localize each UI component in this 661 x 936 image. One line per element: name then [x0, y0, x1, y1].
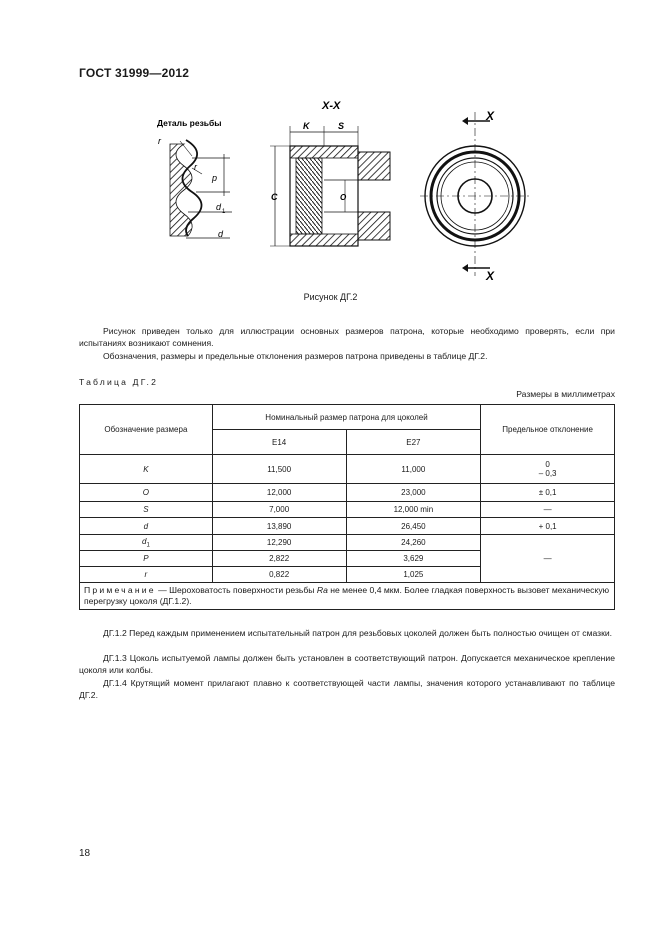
paragraph-dg-1-2: ДГ.1.2 Перед каждым применением испытательный патрон для резьбовых цоколей должен быть полностью очищен от смазки.	[103, 628, 613, 638]
header-e27: E27	[346, 430, 481, 455]
thread-detail	[157, 118, 232, 239]
row-name: r	[80, 567, 213, 583]
note-text-b: не менее 0,4 мкм. Более гладкая поверхность вызовет механическую перегрузку цоколя (ДГ.1.2).	[84, 585, 610, 606]
label-k: K	[303, 121, 310, 131]
section-view	[270, 100, 390, 246]
header-designation: Обозначение размера	[80, 405, 213, 455]
row-name: P	[80, 551, 213, 567]
header-e14: E14	[212, 430, 346, 455]
label-d: d	[218, 229, 224, 239]
label-o: O	[340, 193, 347, 202]
row-e27: 26,450	[346, 518, 481, 535]
row-e14: 12,000	[212, 484, 346, 502]
row-e27: 3,629	[346, 551, 481, 567]
label-x-top: X	[486, 109, 495, 123]
row-deviation	[481, 455, 615, 484]
note-text-a: — Шероховатость поверхности резьбы	[155, 585, 317, 595]
row-e14: 11,500	[212, 455, 346, 484]
row-e27: 12,000 min	[346, 502, 481, 518]
label-d1: d	[216, 202, 222, 212]
detail-label: Деталь резьбы	[157, 118, 222, 128]
section-label: X-X	[322, 100, 341, 112]
row-name-sub: 1	[146, 542, 150, 549]
page-number: 18	[79, 848, 91, 859]
table-row	[80, 502, 615, 518]
table-note	[80, 583, 615, 610]
table-note-row	[80, 583, 615, 610]
row-e14: 0,822	[212, 567, 346, 583]
row-e14: 12,290	[212, 535, 346, 551]
paragraph-figure-note: Рисунок приведен только для иллюстрации основных размеров патрона, которые необходимо проверять, если при испытаниях возникают сомнения.	[79, 326, 615, 348]
paragraph-dg-1-4: ДГ.1.4 Крутящий момент прилагают плавно к соответствующей части лампы, значения которого устанавливают по таблице ДГ.2.	[79, 678, 615, 700]
table-title: Таблица ДГ.2	[79, 377, 159, 387]
row-deviation: —	[481, 502, 615, 518]
paragraph-dg-1-3: ДГ.1.3 Цоколь испытуемой лампы должен быть установлен в соответствующий патрон. Допускается механическое крепление цоколя или колбы.	[79, 653, 615, 675]
row-e27: 24,260	[346, 535, 481, 551]
label-s: S	[338, 121, 345, 131]
table-row	[80, 535, 615, 551]
label-p: p	[212, 173, 218, 183]
deviation-lower: – 0,3	[538, 469, 557, 478]
label-r-top: r	[158, 136, 161, 146]
note-ra: Ra	[316, 585, 328, 595]
label-r-mid: r	[194, 162, 197, 172]
row-name: O	[80, 484, 213, 502]
table-row	[80, 455, 615, 484]
row-e27: 1,025	[346, 567, 481, 583]
note-label: Примечание	[84, 585, 156, 595]
row-e14: 2,822	[212, 551, 346, 567]
technical-drawing	[140, 96, 560, 286]
row-name: S	[80, 502, 213, 518]
document-header: ГОСТ 31999—2012	[79, 66, 190, 80]
table-row	[80, 484, 615, 502]
label-x-bottom: X	[486, 269, 495, 283]
header-deviation: Предельное отклонение	[481, 405, 615, 455]
deviation-upper: 0	[545, 460, 550, 469]
table-header-row	[80, 405, 615, 430]
header-nominal: Номинальный размер патрона для цоколей	[212, 405, 480, 430]
dimensions-table	[79, 404, 615, 610]
figure-dg2	[140, 96, 560, 286]
label-d1-sub: 1	[222, 209, 226, 215]
table-units: Размеры в миллиметрах	[516, 389, 615, 399]
paragraph-table-ref: Обозначения, размеры и предельные отклонения размеров патрона приведены в таблице ДГ.2.	[103, 351, 488, 361]
row-name-base: d	[141, 536, 147, 546]
label-c: C	[271, 192, 278, 202]
end-view	[420, 109, 532, 283]
row-e14: 7,000	[212, 502, 346, 518]
row-name	[80, 535, 213, 551]
row-e14: 13,890	[212, 518, 346, 535]
row-deviation-merged: —	[481, 535, 615, 583]
figure-caption: Рисунок ДГ.2	[303, 292, 358, 302]
row-e27: 23,000	[346, 484, 481, 502]
row-deviation: + 0,1	[481, 518, 615, 535]
row-e27: 11,000	[346, 455, 481, 484]
row-deviation: ± 0,1	[481, 484, 615, 502]
row-name: K	[80, 455, 213, 484]
row-name: d	[80, 518, 213, 535]
table-row	[80, 518, 615, 535]
